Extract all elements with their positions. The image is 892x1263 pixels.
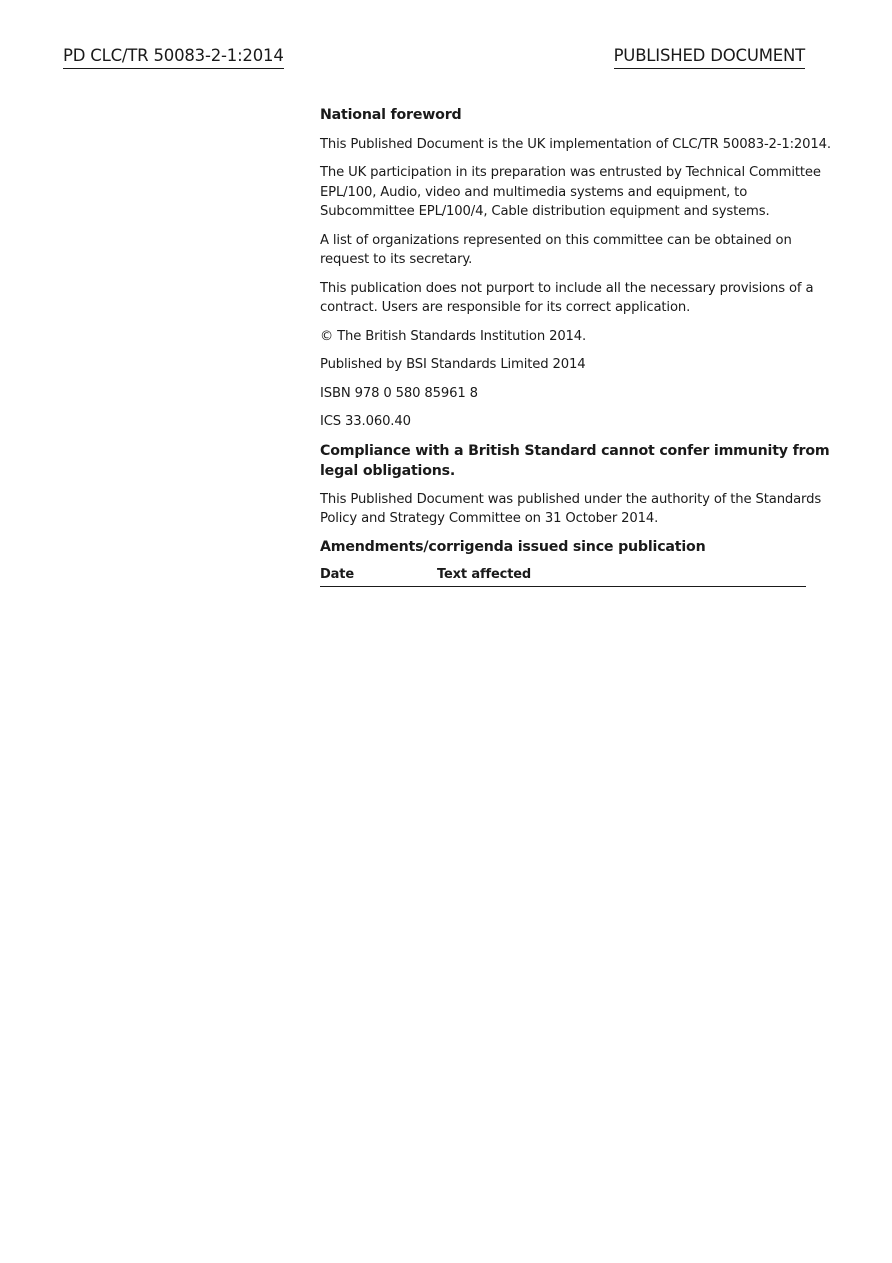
publisher-line: Published by BSI Standards Limited 2014 (320, 357, 586, 372)
foreword-paragraph-provisions: This publication does not purport to include all the necessary provisions of a contract. Users are responsible for its correct application. (320, 280, 814, 315)
amendments-heading: Amendments/corrigenda issued since publication (320, 538, 706, 555)
foreword-title: National foreword (320, 107, 462, 123)
authority-paragraph: This Published Document was published under the authority of the Standards Policy and Strategy Committee on 31 October 2014. (320, 491, 822, 526)
compliance-heading: Compliance with a British Standard cannot confer immunity from legal obligations. (320, 442, 830, 479)
national-foreword-section (320, 106, 842, 587)
copyright-notice: © The British Standards Institution 2014. (320, 328, 587, 344)
foreword-paragraph-participation: The UK participation in its preparation was entrusted by Technical Committee EPL/100, Audio, video and multimedia systems and equipment, to Subcommittee EPL/100/4, Cable distribution equipment and systems. (320, 165, 821, 219)
foreword-paragraph-organizations: A list of organizations represented on this committee can be obtained on request to its secretary. (320, 232, 792, 267)
foreword-paragraph-implementation: This Published Document is the UK implementation of CLC/TR 50083-2-1:2014. (320, 136, 831, 152)
isbn-line: ISBN 978 0 580 85961 8 (320, 385, 478, 401)
header-document-id: PD CLC/TR 50083-2-1:2014 (63, 46, 284, 69)
amendments-table-header (320, 566, 806, 587)
amendments-column-date: Date (320, 567, 354, 582)
amendments-column-text-affected: Text affected (437, 567, 532, 582)
ics-line: ICS 33.060.40 (320, 414, 411, 429)
header-document-type: PUBLISHED DOCUMENT (614, 46, 805, 69)
